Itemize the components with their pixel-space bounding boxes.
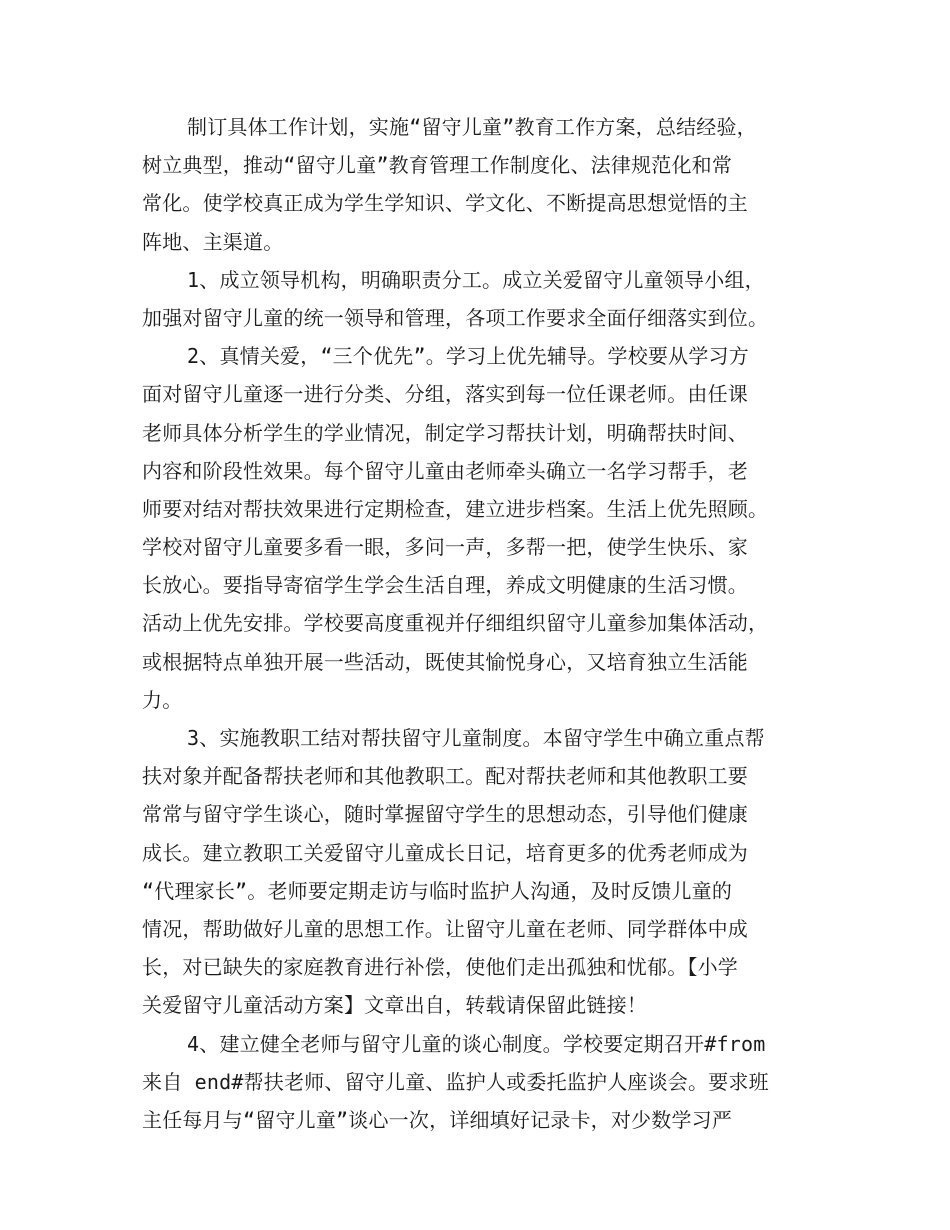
text-line: 力。 [142, 687, 183, 712]
text-line: “代理家长”。老师要定期走访与临时监护人沟通，及时反馈儿童的 [142, 878, 733, 903]
paragraph [142, 108, 812, 261]
text-line: 阵地、主渠道。 [142, 229, 284, 254]
text-line: 或根据特点单独开展一些活动，既使其愉悦身心，又培育独立生活能 [142, 649, 748, 674]
text-line: 师要对结对帮扶效果进行定期检查，建立进步档案。生活上优先照顾。 [142, 496, 769, 521]
text-line: 制订具体工作计划，实施“留守儿童”教育工作方案，总结经验， [187, 115, 757, 139]
text-line: 面对留守儿童逐一进行分类、分组，落实到每一位任课老师。由任课 [142, 382, 748, 407]
text-line: 3、实施教职工结对帮扶留守儿童制度。本留守学生中确立重点帮 [187, 726, 765, 750]
text-line: 扶对象并配备帮扶老师和其他教职工。配对帮扶老师和其他教职工要 [142, 764, 748, 789]
text-line: 常常与留守学生谈心，随时掌握留守学生的思想动态，引导他们健康 [142, 802, 748, 827]
text-line: 树立典型，推动“留守儿童”教育管理工作制度化、法律规范化和常 [142, 153, 733, 178]
text-line: 主任每月与“留守儿童”谈心一次，详细填好记录卡，对少数学习严 [142, 1107, 733, 1132]
text-line: 1、成立领导机构，明确职责分工。成立关爱留守儿童领导小组， [187, 267, 765, 292]
text-line: 活动上优先安排。学校要高度重视并仔细组织留守儿童参加集体活动， [142, 611, 769, 636]
text-line: 长，对已缺失的家庭教育进行补偿，使他们走出孤独和忧郁。【小学 [142, 955, 738, 980]
text-line: 老师具体分析学生的学业情况，制定学习帮扶计划，明确帮扶时间、 [142, 420, 748, 445]
text-line: 长放心。要指导寄宿学生学会生活自理，养成文明健康的生活习惯。 [142, 573, 748, 598]
text-line: 常化。使学校真正成为学生学知识、学文化、不断提高思想觉悟的主 [142, 191, 748, 216]
paragraph [142, 261, 812, 337]
text-line: 成长。建立教职工关爱留守儿童成长日记，培育更多的优秀老师成为 [142, 840, 748, 865]
text-line: 来自 end#帮扶老师、留守儿童、监护人或委托监护人座谈会。要求班 [142, 1069, 769, 1094]
text-line: 学校对留守儿童要多看一眼，多问一声，多帮一把，使学生快乐、家 [142, 535, 748, 560]
paragraph [142, 1025, 812, 1140]
text-line: 关爱留守儿童活动方案】文章出自，转载请保留此链接！ [142, 993, 647, 1018]
text-line: 情况，帮助做好儿童的思想工作。让留守儿童在老师、同学群体中成 [142, 916, 748, 941]
paragraph [142, 719, 812, 1025]
text-line: 2、真情关爱，“三个优先”。学习上优先辅导。学校要从学习方 [187, 344, 749, 369]
text-line: 内容和阶段性效果。每个留守儿童由老师牵头确立一名学习帮手，老 [142, 458, 748, 483]
text-line: 加强对留守儿童的统一领导和管理，各项工作要求全面仔细落实到位。 [142, 305, 769, 330]
paragraph [142, 337, 812, 719]
text-line: 4、建立健全老师与留守儿童的谈心制度。学校要定期召开#from [187, 1031, 766, 1056]
document-body [142, 108, 812, 1139]
